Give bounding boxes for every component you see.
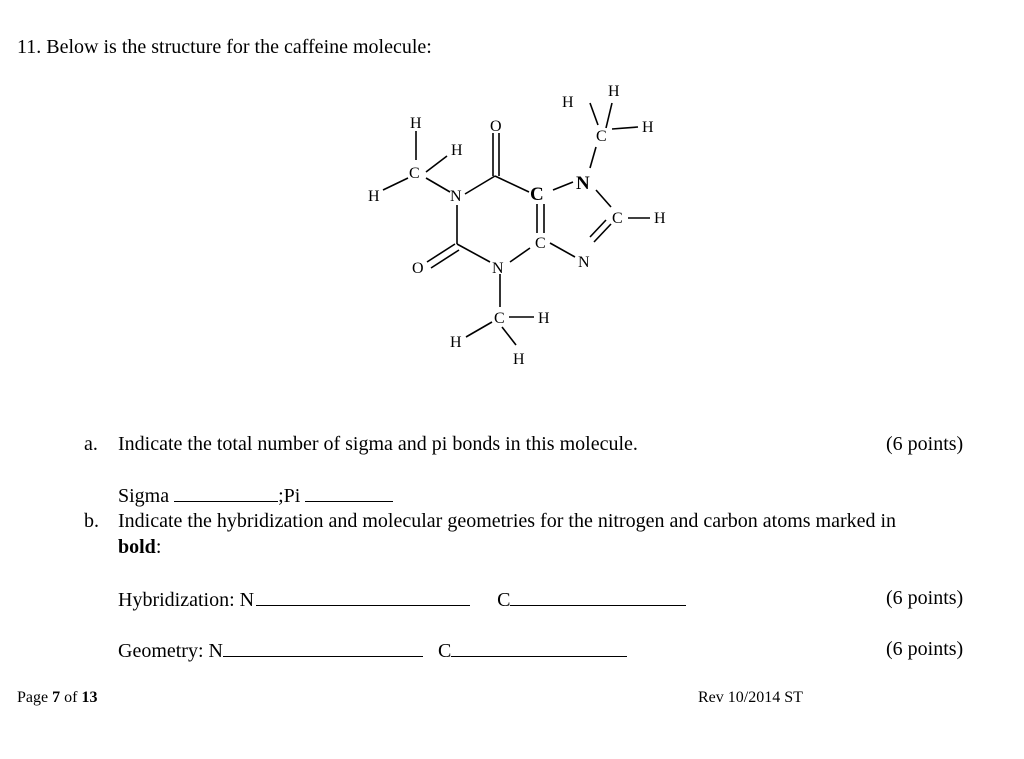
- hybridization-c-label: C: [497, 589, 511, 611]
- atom-c: C: [612, 210, 623, 227]
- atom-h: H: [654, 210, 666, 227]
- pi-label: ;Pi: [278, 485, 301, 507]
- sigma-answer-row: [118, 483, 393, 508]
- geometry-n-label: Geometry: N: [118, 640, 223, 662]
- page-number: [17, 689, 97, 707]
- pi-answer-blank[interactable]: [305, 483, 393, 502]
- part-a-letter: a.: [84, 433, 98, 455]
- part-a-points: (6 points): [886, 433, 964, 455]
- question-title: 11. Below is the structure for the caffeine molecule:: [17, 36, 432, 58]
- hybridization-n-blank[interactable]: [256, 587, 470, 606]
- hybridization-points: (6 points): [886, 587, 964, 609]
- hybridization-n-label: Hybridization: N: [118, 589, 255, 611]
- atom-h: H: [608, 83, 620, 100]
- atom-h: H: [368, 188, 380, 205]
- geometry-n-blank[interactable]: [223, 638, 423, 657]
- part-a-question: Indicate the total number of sigma and pi bonds in this molecule.: [118, 433, 638, 455]
- atom-h: H: [451, 142, 463, 159]
- bold-word: bold: [118, 536, 156, 558]
- part-b-question: Indicate the hybridization and molecular geometries for the nitrogen and carbon atoms marked in: [118, 510, 897, 532]
- atom-h: H: [642, 119, 654, 136]
- geometry-row: [118, 638, 627, 663]
- atom-h: H: [513, 351, 525, 368]
- sigma-label: Sigma: [118, 485, 170, 507]
- atom-h: H: [410, 115, 422, 132]
- atom-n: N: [578, 254, 590, 271]
- atom-n: N: [492, 260, 504, 277]
- hybridization-row: [118, 587, 686, 612]
- colon: :: [155, 536, 162, 558]
- atom-c: C: [409, 165, 420, 182]
- atom-c-bold: C: [530, 184, 544, 205]
- atom-c: C: [535, 235, 546, 252]
- page-total: 13: [81, 689, 98, 706]
- atom-h: H: [562, 94, 574, 111]
- sigma-answer-blank[interactable]: [174, 483, 278, 502]
- revision-label: Rev 10/2014 ST: [698, 689, 803, 706]
- bond-lines: [383, 103, 650, 345]
- part-b-question-continued: [118, 536, 161, 559]
- atom-n-bold: N: [576, 173, 590, 194]
- atom-h: H: [538, 310, 550, 327]
- page-of: of: [60, 689, 82, 706]
- atom-o: O: [412, 260, 424, 277]
- atom-c: C: [596, 128, 607, 145]
- atom-h: H: [450, 334, 462, 351]
- geometry-points: (6 points): [886, 638, 964, 660]
- geometry-c-blank[interactable]: [451, 638, 627, 657]
- hybridization-c-blank[interactable]: [510, 587, 686, 606]
- geometry-c-label: C: [437, 640, 452, 662]
- page-prefix: Page: [17, 689, 53, 706]
- atom-c: C: [494, 310, 505, 327]
- atom-n: N: [450, 188, 462, 205]
- page-current: 7: [52, 689, 61, 706]
- atom-o: O: [490, 118, 502, 135]
- part-b-letter: b.: [84, 510, 99, 532]
